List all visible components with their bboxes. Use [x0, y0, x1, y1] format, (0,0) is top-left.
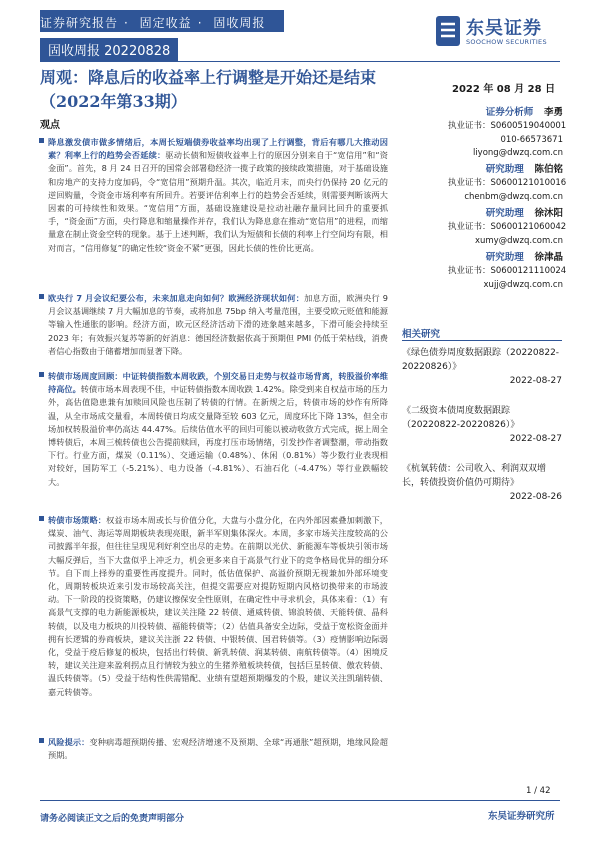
analyst-entry: 证券分析师 李勇 执业证书：S0600519040001 010-66573671 liyong@dwzq.com.cn — [448, 106, 563, 160]
related-item[interactable] — [402, 346, 562, 388]
logo-mark-icon — [436, 16, 460, 46]
section-rates-outlook — [48, 136, 388, 255]
section-lead: 转债市场周度回顾：中证转债指数本周收跌，个别交易日走势与权益市场背离，转股溢价率维持高位。 — [48, 371, 388, 395]
logo-text-en: SOOCHOW SECURITIES — [466, 38, 547, 46]
report-date: 2022 年 08 月 28 日 — [452, 84, 556, 95]
related-item[interactable] — [402, 404, 562, 446]
section-body: 转债市场本周表现不佳，中证转债指数本周收跌 1.42%。除受到来自权益市场的压力外，高估值隐患兼有加赎回风险也压制了转债的行情。在新规之后，转债市场的炒作有所降温，从全市场成交量看，本周转债日均成交量降至较 603 亿元，周度环比下降 13%，但全市场加权转股溢价率仍高达 44.47%。后续估值水平的回归可能以被动收敛方式完成，据上周全博转债后，本周三梳转债也公告提前赎回，再度打压市场情绪，引发抄作者调整潮，带动指数下行。行业方面，煤炭（0.11%）、交通运输（0.48%）、休闲（0.81%）等少数行业表现相对较好，国防军工（-5.21%）、电力设备（-4.81%）、石油石化（-4.47%）等行业跌幅较大。 — [48, 384, 388, 487]
report-title: 周观：降息后的收益率上行调整是开始还是结束（2022年第33期） — [40, 68, 377, 111]
footer-divider — [40, 800, 560, 801]
section-lead: 风险提示： — [48, 737, 90, 747]
bullet-icon — [39, 372, 44, 377]
section-ecb — [48, 292, 388, 358]
bullet-icon — [39, 138, 44, 143]
related-item-title[interactable]: 《二级资本债周度数据跟踪（20220822-20220826）》 — [402, 406, 520, 430]
bullet-icon — [39, 738, 44, 743]
related-divider — [402, 340, 562, 341]
related-item-date: 2022-08-27 — [509, 434, 562, 444]
section-lead: 转债市场策略： — [48, 515, 107, 525]
section-body: 加息方面，欧洲央行 9 月会议基调继续 7 月大幅加息的节奏，或将加息 75bp 纳入考量范围，主要受欧元贬值和能源等输入性通胀的影响。经济方面，欧元区经济活动下滑的迹象越来越多，下滑可能会持续至 2023 年；有效振兴复苏等新的好消息：德国经济数据依高于预期但 PMI 仍低于荣枯线，消费者信心指数由于储蓄增加而显著下降。 — [48, 293, 388, 356]
related-item-date: 2022-08-26 — [509, 492, 562, 502]
section-cb-strategy — [48, 514, 388, 699]
analyst-entry: 研究助理 徐津晶 执业证书：S0600121110024 xujj@dwzq.com.cn — [448, 251, 563, 292]
category-weekly: 固收周报 — [213, 16, 266, 30]
section-body: 权益市场本周或长与价值分化，大盘与小盘分化，在内外部因素叠加刺激下，煤炭、油气、海运等周期板块表现亮眼，新半军则集体深火。本周，多家市场关注度较高的公司披露半年报，但往往呈现见利好利空出尽的走势。在前期以光伏、新能源车等板块引领市场大幅反弹后，当下大盘似乎上冲乏力，机会更多来自于高景气行业下的竞争格局优异的细分环节。自下而上择券的重要性再度提升。同时，低估值保护、高溢价预期无视兼加外部环境变化，周期转板块近来引发市场较高关注，但提交需要应对提防短期内风格切换带来的市场波动。下一阶段的投资策略，仍建议擦保安全性原则，在确定性中寻求机会，具体来看：（1）有高景气支撑的电力新能源板块，建议关注隆 22 转债、通威转债、锦浪转债、天能转债、晶科转债，以及电力板块的川投转债、福能转债等；（2）估值具备安全边际，受益于宽松资金面并拥有长逻辑的券商板块，建议关注浙 22 转债、中银转债、国君转债等。（3）疫情影响边际弱化，受益于疫后修复的板块，包括出行转债、新乳转债、润某转债、南航转债等。（4）困境反转，建议关注迎来盈利拐点且行情较为独立的生猪养殖板块转债，包括巨星转债、傲农转债、温氏转债等。（5）受益于结构性供需错配、业绩有望超预期爆发的个股，建议关注凯瑞转债、嘉元转债等。 — [48, 515, 388, 697]
logo-text-cn: 东吴证券 — [466, 18, 542, 39]
bullet-icon — [39, 516, 44, 521]
analyst-entry: 研究助理 陈伯铭 执业证书：S0600121010016 chenbm@dwzq.com.cn — [448, 163, 563, 204]
header-categories: 证券研究报告 · 固定收益 · 固收周报 — [40, 16, 266, 30]
page-number: 1 / 42 — [526, 786, 551, 796]
viewpoint-label: 观点 — [40, 120, 60, 131]
analyst-email[interactable]: xumy@dwzq.com.cn — [474, 235, 563, 246]
category-fixed-income: 固定收益 — [139, 16, 192, 30]
related-item-title[interactable]: 《杭氧转债：公司收入、利润双双增长，转债投资价值仍可期待》 — [402, 464, 547, 488]
company-logo — [436, 14, 562, 54]
analyst-email[interactable]: xujj@dwzq.com.cn — [483, 279, 563, 290]
related-item-title[interactable]: 《绿色债券周度数据跟踪（20220822-20220826）》 — [402, 348, 560, 372]
bullet-icon — [39, 294, 44, 299]
section-body: 变种病毒超预期传播、宏观经济增速不及预期、全球“再通胀”超预期，地缘风险超预期。 — [48, 737, 388, 761]
section-body: 驱动长债和短债收益率上行的原因分别来自于“宽信用”和“资金面”。首先，8 月 24 日召开的国常会部署稳经济一揽子政策的接续政策措施，对于基础设施和房地产的支持力度加码，令“宽信用”预期升温。其次，临近月末，而央行仍保持 20 亿元的逆回购量，令资金市场利率有所回升。若要评估利率上行的趋势会否延续，则需要判断该两大因素的可持续性和效果。“宽信用”方面，基础设施建设是拉动社融存量同比回升的重要抓手，“资金面”方面，央行降息和缩量操作并存，我们认为降息意在推动“宽信用”的进程，而缩量意在制止资金空转的现象。基于上述判断，我们认为短债和长债的利率上行空间均有限，相对而言，“信用修复”的确定性较“资金不紧”更强，因此长债的性价比更高。 — [48, 150, 388, 253]
footer-company: 东吴证券研究所 — [488, 811, 555, 822]
section-cb-review — [48, 370, 388, 489]
related-item[interactable] — [402, 462, 562, 504]
analyst-block — [448, 106, 567, 292]
section-lead: 欧央行 7 月会议纪要公布，未来加息走向如何？欧洲经济现状如何： — [48, 293, 305, 303]
report-id: 固收周报 20220828 — [40, 38, 178, 61]
related-item-date: 2022-08-27 — [509, 376, 562, 386]
analyst-email[interactable]: liyong@dwzq.com.cn — [472, 147, 563, 158]
section-lead: 降息激发债市做多情绪后，本周长短端债券收益率均出现了上行调整，背后有哪几大推动因素？利率上行的趋势会否延续： — [48, 137, 388, 161]
analyst-email[interactable]: chenbm@dwzq.com.cn — [464, 191, 563, 202]
header-divider — [40, 61, 560, 62]
footer-disclaimer: 请务必阅读正文之后的免责声明部分 — [40, 814, 185, 824]
related-research-title: 相关研究 — [402, 329, 441, 340]
section-risk — [48, 736, 388, 762]
category-report: 证券研究报告 — [40, 16, 119, 30]
analyst-entry: 研究助理 徐沐阳 执业证书：S0600121060042 xumy@dwzq.com.cn — [448, 207, 563, 248]
